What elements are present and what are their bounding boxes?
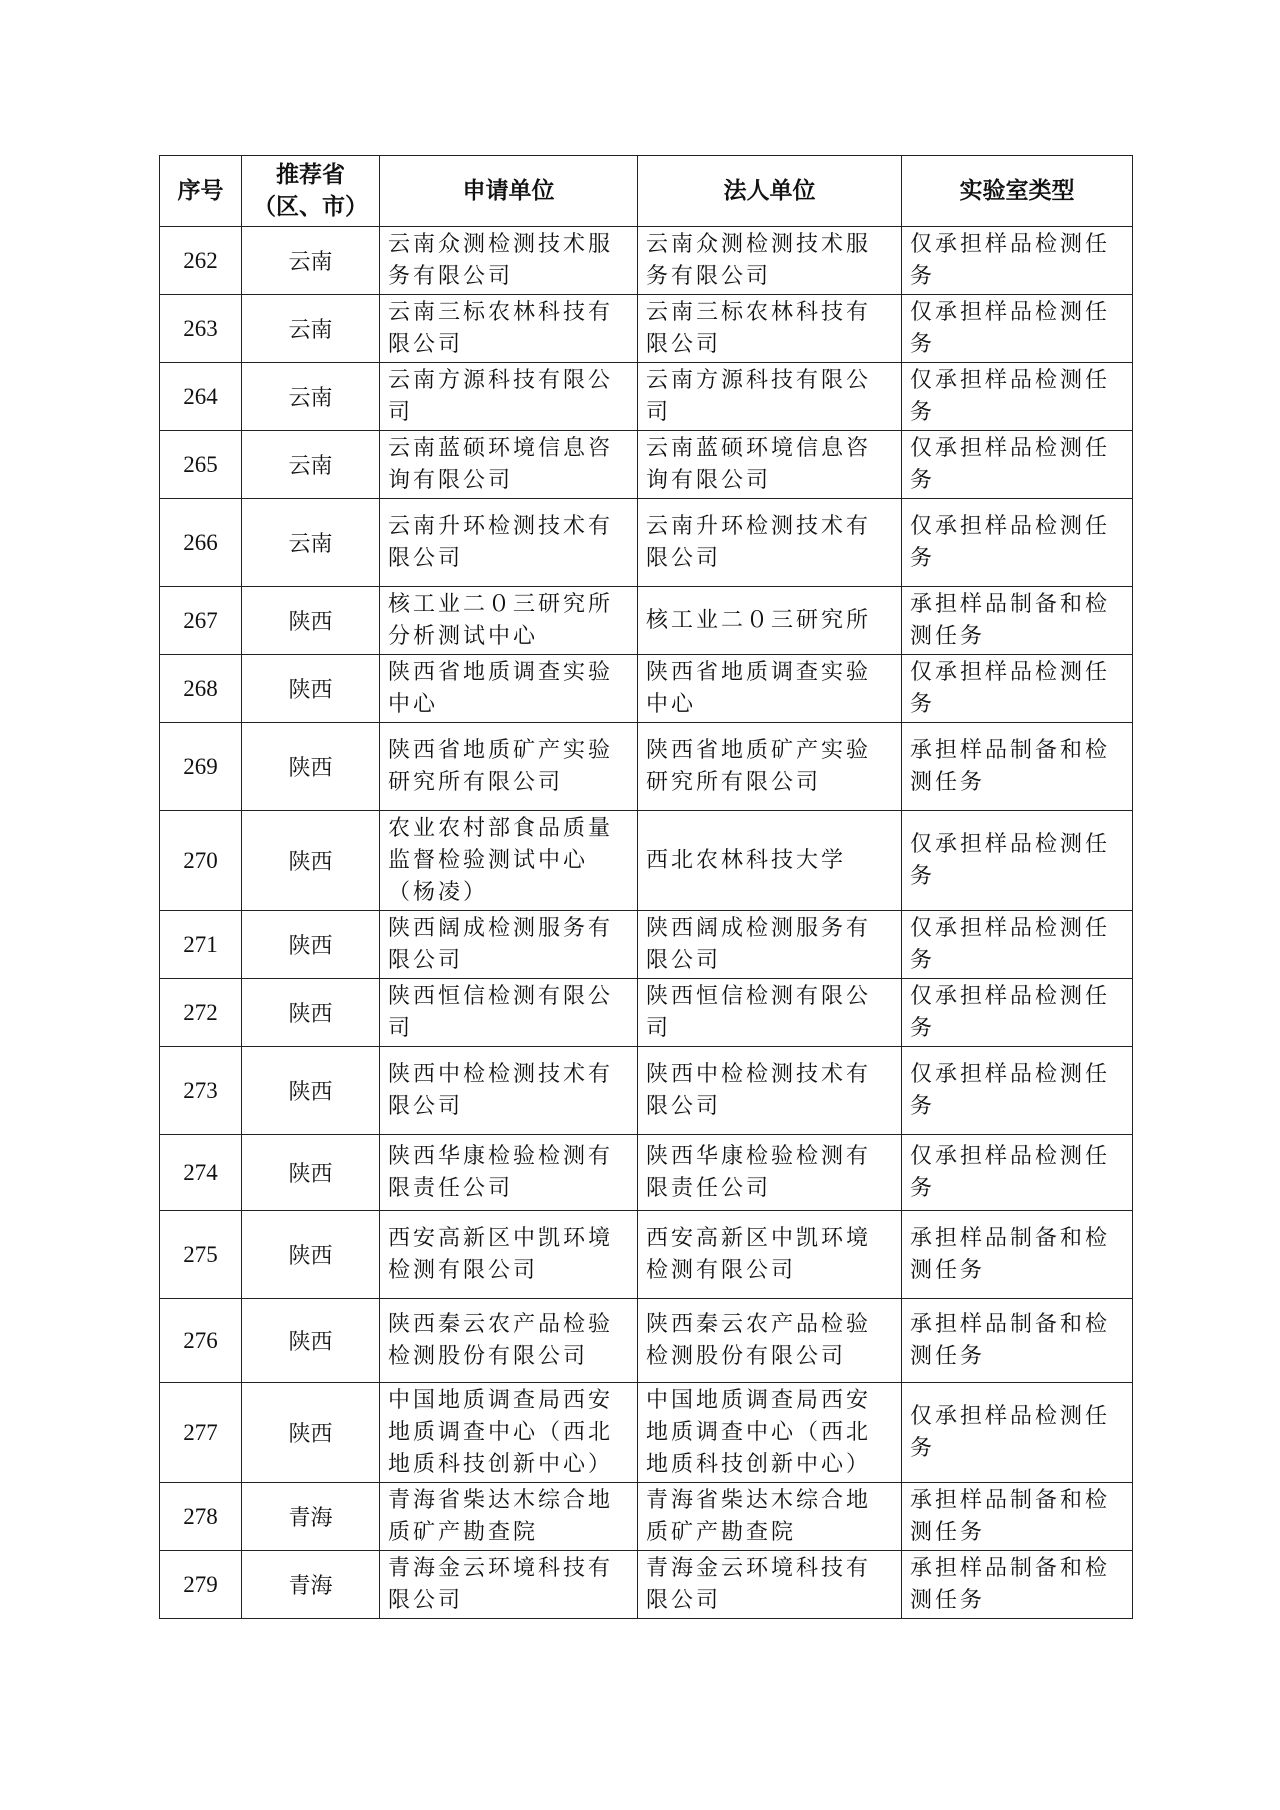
row-province: 陕西	[242, 979, 380, 1047]
row-applicant: 陕西阔成检测服务有限公司	[380, 911, 638, 979]
row-legal-entity: 陕西华康检验检测有限责任公司	[638, 1135, 902, 1211]
header-province-line1: 推荐省	[276, 162, 345, 188]
header-applicant: 申请单位	[380, 156, 638, 227]
row-legal-entity: 青海金云环境科技有限公司	[638, 1551, 902, 1619]
row-lab-type: 承担样品制备和检测任务	[902, 1483, 1133, 1551]
row-province: 云南	[242, 295, 380, 363]
row-number: 272	[160, 979, 242, 1047]
row-legal-entity: 陕西秦云农产品检验检测股份有限公司	[638, 1299, 902, 1383]
row-province: 青海	[242, 1551, 380, 1619]
row-legal-entity: 中国地质调查局西安地质调查中心（西北地质科技创新中心）	[638, 1383, 902, 1483]
row-applicant: 陕西恒信检测有限公司	[380, 979, 638, 1047]
row-applicant: 云南蓝硕环境信息咨询有限公司	[380, 431, 638, 499]
row-number: 274	[160, 1135, 242, 1211]
row-legal-entity: 云南三标农林科技有限公司	[638, 295, 902, 363]
row-province: 陕西	[242, 911, 380, 979]
row-province: 青海	[242, 1483, 380, 1551]
row-applicant: 核工业二０三研究所分析测试中心	[380, 587, 638, 655]
header-type: 实验室类型	[902, 156, 1133, 227]
row-number: 271	[160, 911, 242, 979]
row-legal-entity: 西安高新区中凯环境检测有限公司	[638, 1211, 902, 1299]
row-lab-type: 仅承担样品检测任务	[902, 1135, 1133, 1211]
row-applicant: 农业农村部食品质量监督检验测试中心（杨凌）	[380, 811, 638, 911]
row-number: 267	[160, 587, 242, 655]
row-lab-type: 仅承担样品检测任务	[902, 499, 1133, 587]
row-number: 266	[160, 499, 242, 587]
row-applicant: 云南众测检测技术服务有限公司	[380, 227, 638, 295]
row-lab-type: 仅承担样品检测任务	[902, 1383, 1133, 1483]
row-legal-entity: 陕西省地质调查实验中心	[638, 655, 902, 723]
row-number: 263	[160, 295, 242, 363]
table-row	[160, 1299, 1133, 1383]
laboratory-table	[159, 155, 1133, 1619]
row-lab-type: 仅承担样品检测任务	[902, 1047, 1133, 1135]
row-lab-type: 仅承担样品检测任务	[902, 227, 1133, 295]
row-applicant: 西安高新区中凯环境检测有限公司	[380, 1211, 638, 1299]
row-lab-type: 仅承担样品检测任务	[902, 979, 1133, 1047]
row-number: 265	[160, 431, 242, 499]
row-province: 陕西	[242, 1211, 380, 1299]
row-applicant: 云南升环检测技术有限公司	[380, 499, 638, 587]
table-row	[160, 979, 1133, 1047]
row-number: 262	[160, 227, 242, 295]
row-lab-type: 仅承担样品检测任务	[902, 295, 1133, 363]
row-province: 陕西	[242, 1047, 380, 1135]
row-legal-entity: 云南方源科技有限公司	[638, 363, 902, 431]
row-lab-type: 承担样品制备和检测任务	[902, 1211, 1133, 1299]
row-province: 陕西	[242, 811, 380, 911]
row-province: 陕西	[242, 1299, 380, 1383]
row-province: 陕西	[242, 655, 380, 723]
row-legal-entity: 云南蓝硕环境信息咨询有限公司	[638, 431, 902, 499]
row-number: 278	[160, 1483, 242, 1551]
row-lab-type: 承担样品制备和检测任务	[902, 1299, 1133, 1383]
row-applicant: 云南方源科技有限公司	[380, 363, 638, 431]
row-legal-entity: 云南众测检测技术服务有限公司	[638, 227, 902, 295]
row-legal-entity: 西北农林科技大学	[638, 811, 902, 911]
table-row	[160, 587, 1133, 655]
table-row	[160, 1483, 1133, 1551]
row-lab-type: 承担样品制备和检测任务	[902, 723, 1133, 811]
row-province: 陕西	[242, 723, 380, 811]
table-row	[160, 1135, 1133, 1211]
row-applicant: 陕西秦云农产品检验检测股份有限公司	[380, 1299, 638, 1383]
row-lab-type: 仅承担样品检测任务	[902, 655, 1133, 723]
table-row	[160, 911, 1133, 979]
row-number: 279	[160, 1551, 242, 1619]
header-province-line2: （区、市）	[253, 194, 368, 220]
table-row	[160, 1211, 1133, 1299]
row-applicant: 陕西中检检测技术有限公司	[380, 1047, 638, 1135]
row-province: 云南	[242, 227, 380, 295]
row-province: 云南	[242, 431, 380, 499]
row-number: 277	[160, 1383, 242, 1483]
table-row	[160, 499, 1133, 587]
row-legal-entity: 云南升环检测技术有限公司	[638, 499, 902, 587]
row-applicant: 青海省柴达木综合地质矿产勘查院	[380, 1483, 638, 1551]
table-row	[160, 811, 1133, 911]
row-province: 云南	[242, 499, 380, 587]
row-number: 269	[160, 723, 242, 811]
row-lab-type: 仅承担样品检测任务	[902, 811, 1133, 911]
row-province: 陕西	[242, 587, 380, 655]
row-applicant: 中国地质调查局西安地质调查中心（西北地质科技创新中心）	[380, 1383, 638, 1483]
table-row	[160, 227, 1133, 295]
table-row	[160, 655, 1133, 723]
row-lab-type: 承担样品制备和检测任务	[902, 587, 1133, 655]
row-legal-entity: 青海省柴达木综合地质矿产勘查院	[638, 1483, 902, 1551]
row-lab-type: 仅承担样品检测任务	[902, 431, 1133, 499]
table-row	[160, 723, 1133, 811]
table-header-row	[160, 156, 1133, 227]
row-legal-entity: 陕西阔成检测服务有限公司	[638, 911, 902, 979]
table-row	[160, 1551, 1133, 1619]
row-lab-type: 承担样品制备和检测任务	[902, 1551, 1133, 1619]
table-row	[160, 1047, 1133, 1135]
table-row	[160, 1383, 1133, 1483]
row-number: 275	[160, 1211, 242, 1299]
row-applicant: 云南三标农林科技有限公司	[380, 295, 638, 363]
row-lab-type: 仅承担样品检测任务	[902, 911, 1133, 979]
row-number: 276	[160, 1299, 242, 1383]
row-lab-type: 仅承担样品检测任务	[902, 363, 1133, 431]
row-number: 270	[160, 811, 242, 911]
row-province: 云南	[242, 363, 380, 431]
header-no: 序号	[160, 156, 242, 227]
row-province: 陕西	[242, 1135, 380, 1211]
row-applicant: 青海金云环境科技有限公司	[380, 1551, 638, 1619]
row-legal-entity: 陕西省地质矿产实验研究所有限公司	[638, 723, 902, 811]
row-legal-entity: 陕西恒信检测有限公司	[638, 979, 902, 1047]
header-province	[242, 156, 380, 227]
table-row	[160, 363, 1133, 431]
row-applicant: 陕西省地质调查实验中心	[380, 655, 638, 723]
header-legal: 法人单位	[638, 156, 902, 227]
row-number: 273	[160, 1047, 242, 1135]
table-row	[160, 431, 1133, 499]
row-legal-entity: 核工业二０三研究所	[638, 587, 902, 655]
table-row	[160, 295, 1133, 363]
row-number: 268	[160, 655, 242, 723]
row-applicant: 陕西华康检验检测有限责任公司	[380, 1135, 638, 1211]
row-applicant: 陕西省地质矿产实验研究所有限公司	[380, 723, 638, 811]
row-number: 264	[160, 363, 242, 431]
row-legal-entity: 陕西中检检测技术有限公司	[638, 1047, 902, 1135]
row-province: 陕西	[242, 1383, 380, 1483]
